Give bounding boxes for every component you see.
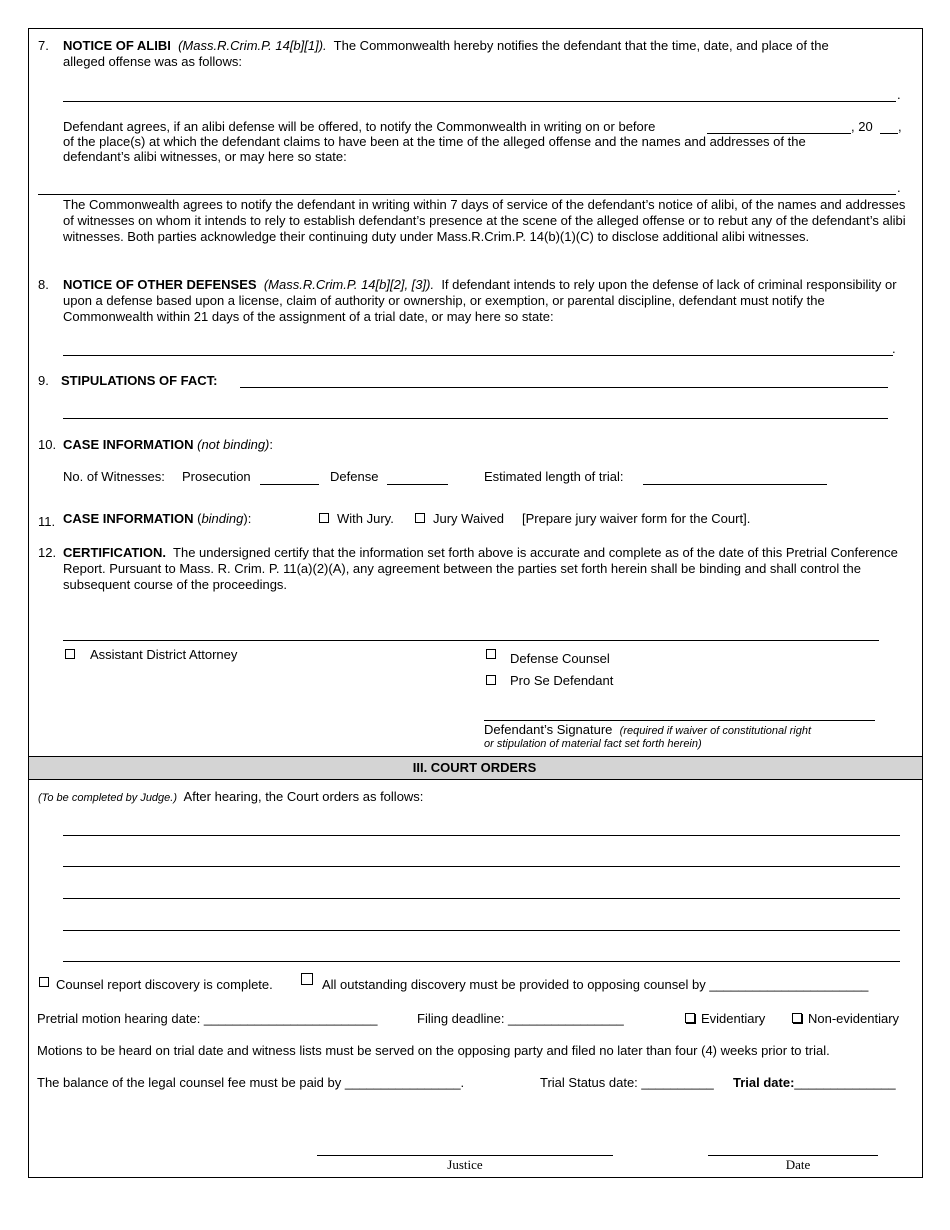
ada-checkbox[interactable] <box>65 649 75 659</box>
prosecution-label: Prosecution <box>182 469 251 484</box>
section-11-heading: CASE INFORMATION (binding): <box>63 511 252 526</box>
court-order-line-5[interactable] <box>63 961 900 962</box>
filing-deadline-label: Filing deadline: ________________ <box>417 1011 624 1026</box>
section-7-agree2: of the place(s) at which the defendant claims to have been at the time of the alleged offense and the names and addresses of the <box>63 134 806 149</box>
section-7-agree1: Defendant agrees, if an alibi defense will be offered, to notify the Commonwealth in writing on or before <box>63 119 656 134</box>
non-evidentiary-option[interactable] <box>792 1011 899 1027</box>
court-order-line-2[interactable] <box>63 866 900 867</box>
jury-waiver-note: [Prepare jury waiver form for the Court]. <box>522 511 751 526</box>
justice-label: Justice <box>447 1157 483 1172</box>
outstanding-discovery-checkbox[interactable] <box>301 973 313 985</box>
section-7-agree3: defendant’s alibi witnesses, or may here so state: <box>63 149 347 164</box>
pro-se-label: Pro Se Defendant <box>510 673 614 688</box>
defense-counsel-checkbox[interactable] <box>486 649 496 659</box>
def-sig-note-1: (required if waiver of constitutional right <box>619 725 812 737</box>
date-signature-line[interactable] <box>708 1155 878 1156</box>
certification-signature-line[interactable] <box>63 640 879 641</box>
with-jury-checkbox[interactable] <box>319 513 329 523</box>
judge-intro <box>38 789 423 806</box>
section-7-cite: (Mass.R.Crim.P. 14[b][1]). <box>178 38 327 53</box>
section-12-title: CERTIFICATION. <box>63 545 167 560</box>
period: . <box>897 180 901 195</box>
section-7-text1: The Commonwealth hereby notifies the defendant that the time, date, and place of the <box>333 38 829 53</box>
witnesses-label: No. of Witnesses: <box>63 469 165 484</box>
discovery-complete-checkbox[interactable] <box>39 977 49 987</box>
section-11-title: CASE INFORMATION <box>63 511 194 526</box>
def-sig-text: Defendant’s Signature <box>484 722 613 737</box>
section-8-body: If defendant intends to rely upon the defense of lack of criminal responsibility or upon a defense based upon a license, claim of authority or ownership, or exemption, or parental discipline, defendant must notify the Commonwealth within 21 days of the assignment of a trial date, or may here so state: <box>63 277 897 324</box>
section-10-note: (not binding) <box>197 437 270 452</box>
section-8-text <box>63 277 908 325</box>
comma: , <box>898 119 902 134</box>
section-12-text <box>63 545 911 593</box>
section-7-text2: alleged offense was as follows: <box>63 54 242 69</box>
court-intro: After hearing, the Court orders as follows: <box>183 789 424 804</box>
judge-note: (To be completed by Judge.) <box>38 792 178 804</box>
alibi-notice-year-line[interactable] <box>880 133 898 134</box>
section-7-title: NOTICE OF ALIBI <box>63 38 171 53</box>
justice-signature-line[interactable] <box>317 1155 613 1156</box>
evidentiary-option[interactable] <box>685 1011 765 1027</box>
date-label: Date <box>785 1157 811 1172</box>
stipulations-line-2[interactable] <box>63 418 888 419</box>
trial-length-label: Estimated length of trial: <box>484 469 624 484</box>
court-order-line-4[interactable] <box>63 930 900 931</box>
balance-fee-label: The balance of the legal counsel fee must be paid by ________________. <box>37 1075 465 1090</box>
section-12-number: 12. <box>38 545 57 560</box>
period: . <box>897 87 901 102</box>
defendant-signature-line[interactable] <box>484 720 875 721</box>
section-12-body: The undersigned certify that the information set forth above is accurate and complete as of the date of this Pretrial Conference Report. Pursuant to Mass. R. Crim. P. 11(a)(2)(A), any agreement between the parties set forth herein shall be binding and shall control the subsequent course of the proceedings. <box>63 545 898 592</box>
court-order-line-1[interactable] <box>63 835 900 836</box>
section-8-number: 8. <box>38 277 49 292</box>
ada-label: Assistant District Attorney <box>90 647 238 662</box>
section-10-title: CASE INFORMATION <box>63 437 194 452</box>
section-9-title <box>61 373 217 389</box>
defense-counsel-label: Defense Counsel <box>510 651 610 666</box>
alibi-offense-line[interactable] <box>63 101 896 102</box>
stipulations-label: STIPULATIONS OF FACT: <box>61 373 218 388</box>
outstanding-discovery-label: All outstanding discovery must be provided to opposing counsel by ______________________ <box>322 977 869 992</box>
trial-date-field <box>733 1075 896 1091</box>
defense-label: Defense <box>330 469 379 484</box>
section-9-number: 9. <box>38 373 49 388</box>
def-sig-note-2: or stipulation of material fact set forth herein) <box>484 738 702 750</box>
other-defenses-line[interactable] <box>63 355 893 356</box>
section-7-commonwealth-text: The Commonwealth agrees to notify the defendant in writing within 7 days of service of the defendant’s notice of alibi, of the names and addresses of witnesses on whom it intends to rely to establish defendant’s presence at the scene of the alleged offense or to rebut any of the defendant’s alibi witnesses. Both parties acknowledge their continuing duty under Mass.R.Crim.P. 14(b)(1)(C) to disclose additional alibi witnesses. <box>63 197 906 244</box>
section-8-title: NOTICE OF OTHER DEFENSES <box>63 277 257 292</box>
section-10-heading: CASE INFORMATION (not binding): <box>63 437 274 452</box>
alibi-places-line[interactable] <box>38 194 896 195</box>
trial-status-label: Trial Status date: __________ <box>540 1075 714 1090</box>
section-11-note: binding <box>201 511 244 526</box>
court-orders-header: III. COURT ORDERS <box>412 760 537 775</box>
section-11-number: 11. <box>38 514 56 529</box>
section-7-heading <box>63 38 829 54</box>
stipulations-line-1[interactable] <box>240 387 888 388</box>
section-7-number: 7. <box>38 38 49 53</box>
section-7-agree-year: , 20 <box>851 119 873 134</box>
evidentiary-checkbox[interactable] <box>685 1013 695 1023</box>
trial-date-label: Trial date: <box>733 1075 795 1090</box>
defense-witnesses-field[interactable] <box>387 484 448 485</box>
section-8-cite: (Mass.R.Crim.P. 14[b][2], [3]). <box>263 277 435 292</box>
jury-waived-label: Jury Waived <box>433 511 505 526</box>
trial-length-field[interactable] <box>643 484 827 485</box>
non-evidentiary-label: Non-evidentiary <box>808 1011 900 1026</box>
non-evidentiary-checkbox[interactable] <box>792 1013 802 1023</box>
pretrial-motion-label: Pretrial motion hearing date: ________________________ <box>37 1011 378 1026</box>
prosecution-witnesses-field[interactable] <box>260 484 319 485</box>
discovery-complete-label: Counsel report discovery is complete. <box>56 977 273 992</box>
court-order-line-3[interactable] <box>63 898 900 899</box>
jury-waived-checkbox[interactable] <box>415 513 425 523</box>
trial-date-line[interactable]: ______________ <box>794 1075 896 1090</box>
motions-text: Motions to be heard on trial date and witness lists must be served on the opposing party and filed no later than four (4) weeks prior to trial. <box>37 1043 830 1058</box>
with-jury-label: With Jury. <box>337 511 394 526</box>
section-10-number: 10. <box>38 437 57 452</box>
period: . <box>892 341 896 356</box>
evidentiary-label: Evidentiary <box>701 1011 766 1026</box>
pro-se-checkbox[interactable] <box>486 675 496 685</box>
